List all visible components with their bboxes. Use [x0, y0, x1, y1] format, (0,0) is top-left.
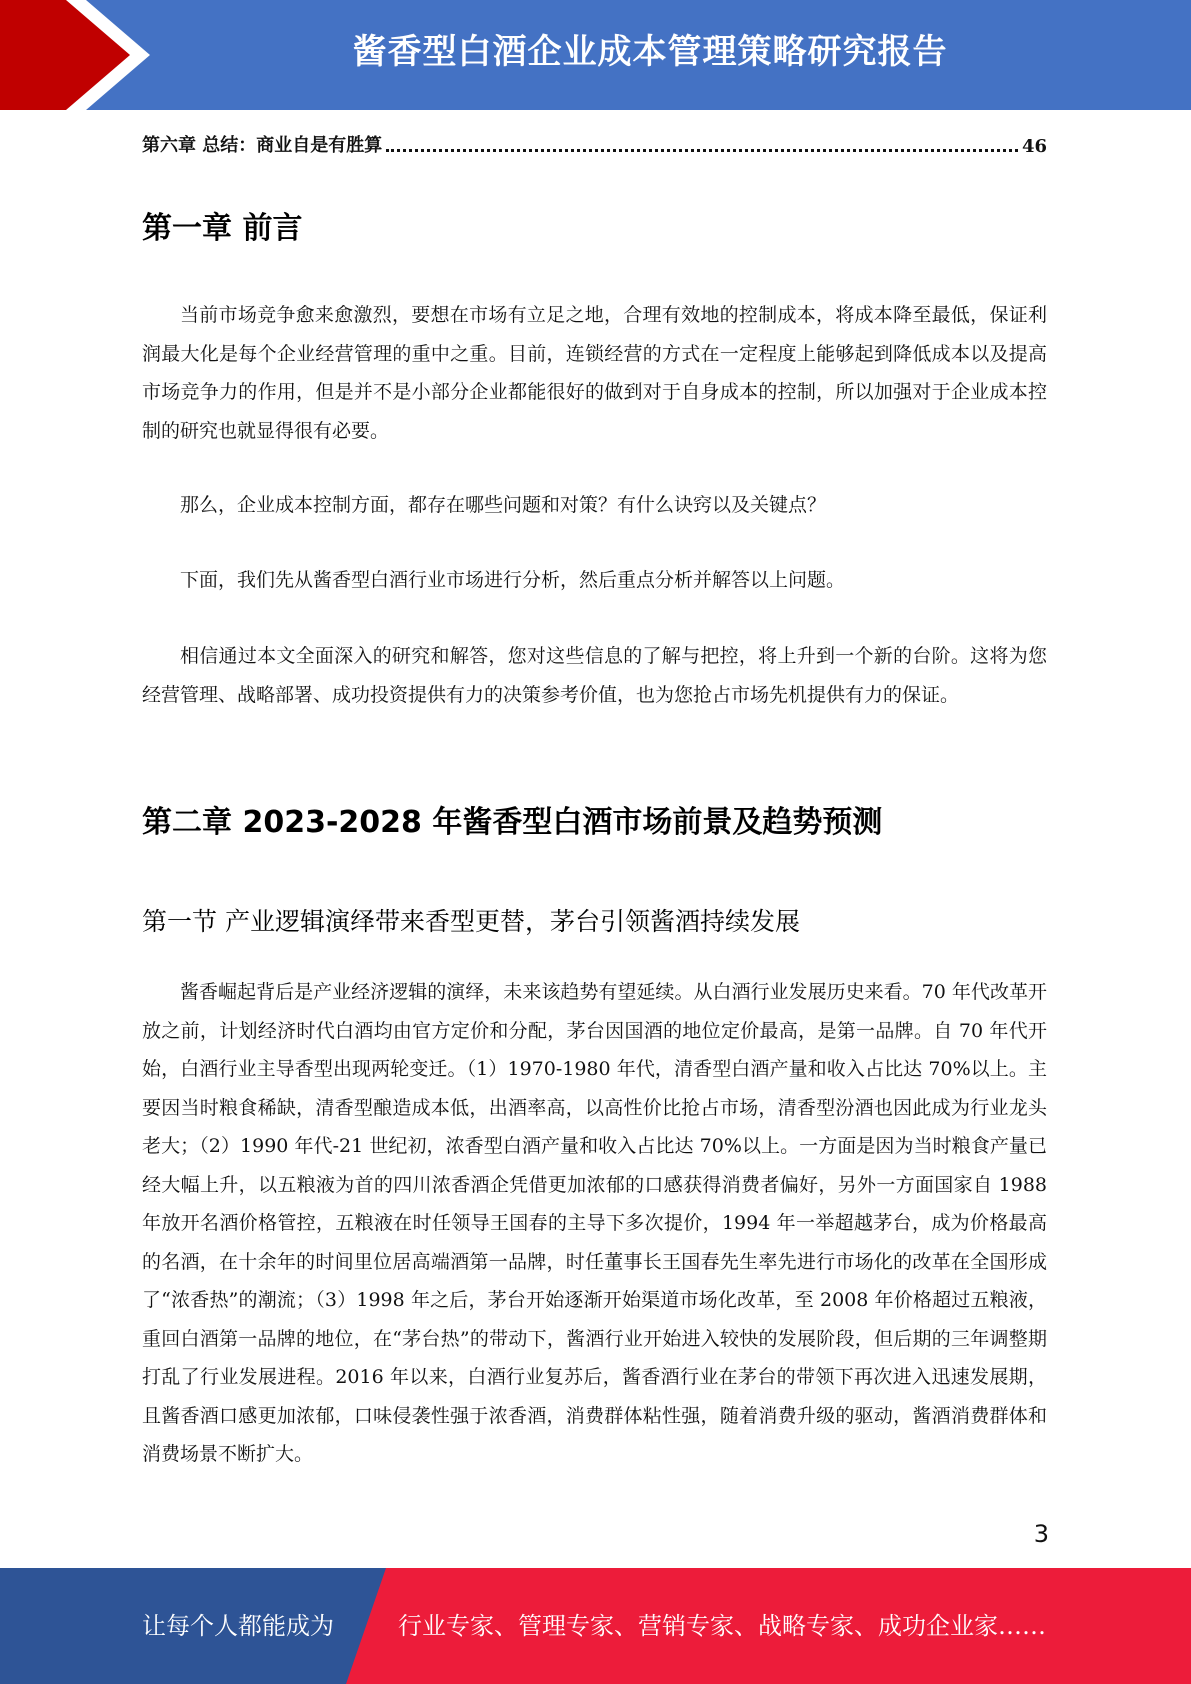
chapter-1-paragraph: 下面，我们先从酱香型白酒行业市场进行分析，然后重点分析并解答以上问题。: [180, 569, 846, 591]
report-title: 酱香型白酒企业成本管理策略研究报告: [352, 32, 948, 72]
footer-slogan-right: 行业专家、管理专家、营销专家、战略专家、成功企业家……: [398, 1612, 1046, 1640]
chapter-1-paragraph: 那么，企业成本控制方面，都存在哪些问题和对策？有什么诀窍以及关键点？: [180, 494, 827, 516]
toc-entry-page: 46: [1021, 136, 1047, 157]
section-1-paragraph: 酱香崛起背后是产业经济逻辑的演绎，未来该趋势有望延续。从白酒行业发展历史来看。70 年代改革开放之前，计划经济时代白酒均由官方定价和分配，茅台因国酒的地位定价最高，是第一品牌。自 70 年代开始，白酒行业主导香型出现两轮变迁。（1）1970-1980 年代，清香型白酒产量和收入占比达 70%以上。主要因当时粮食稀缺，清香型酿造成本低，出酒率高，以高性价比抢占市场，清香型汾酒也因此成为行业龙头老大；（2）1990 年代-21 世纪初，浓香型白酒产量和收入占比达 70%以上。一方面是因为当时粮食产量已经大幅上升，以五粮液为首的四川浓香酒企凭借更加浓郁的口感获得消费者偏好，另外一方面国家自 1988 年放开名酒价格管控，五粮液在时任领导王国春的主导下多次提价，1994 年一举超越茅台，成为价格最高的名酒，在十余年的时间里位居高端酒第一品牌，时任董事长王国春先生率先进行市场化的改革在全国形成了“浓香热”的潮流；（3）1998 年之后，茅台开始逐渐开始渠道市场化改革，至 2008 年价格超过五粮液，重回白酒第一品牌的地位，在“茅台热”的带动下，酱酒行业开始进入较快的发展阶段，但后期的三年调整期打乱了行业发展进程。2016 年以来，白酒行业复苏后，酱香酒行业在茅台的带领下再次进入迅速发展期，且酱香酒口感更加浓郁，口味侵袭性强于浓香酒，消费群体粘性强，随着消费升级的驱动，酱酒消费群体和消费场景不断扩大。: [142, 981, 1047, 1465]
chapter-2-heading: 第二章 2023-2028 年酱香型白酒市场前景及趋势预测: [142, 805, 883, 840]
toc-entry[interactable]: [142, 131, 1047, 157]
page-footer: [0, 1568, 1191, 1684]
chapter-1-heading: 第一章 前言: [142, 211, 303, 246]
toc-leader-dots: [386, 148, 1018, 152]
footer-slogan-left: 让每个人都能成为: [142, 1612, 334, 1640]
page-number: 3: [1033, 1520, 1049, 1548]
chapter-1-paragraph: 当前市场竞争愈来愈激烈，要想在市场有立足之地，合理有效地的控制成本，将成本降至最低，保证利润最大化是每个企业经营管理的重中之重。目前，连锁经营的方式在一定程度上能够起到降低成本以及提高市场竞争力的作用，但是并不是小部分企业都能很好的做到对于自身成本的控制，所以加强对于企业成本控制的研究也就显得很有必要。: [142, 304, 1047, 442]
toc-entry-label: 第六章 总结：商业自是有胜算: [142, 135, 383, 156]
chapter-1-paragraph: 相信通过本文全面深入的研究和解答，您对这些信息的了解与把控，将上升到一个新的台阶。这将为您经营管理、战略部署、成功投资提供有力的决策参考价值，也为您抢占市场先机提供有力的保证。: [142, 645, 1047, 706]
section-1-heading: 第一节 产业逻辑演绎带来香型更替，茅台引领酱酒持续发展: [142, 907, 800, 936]
page-header: [0, 0, 1191, 110]
